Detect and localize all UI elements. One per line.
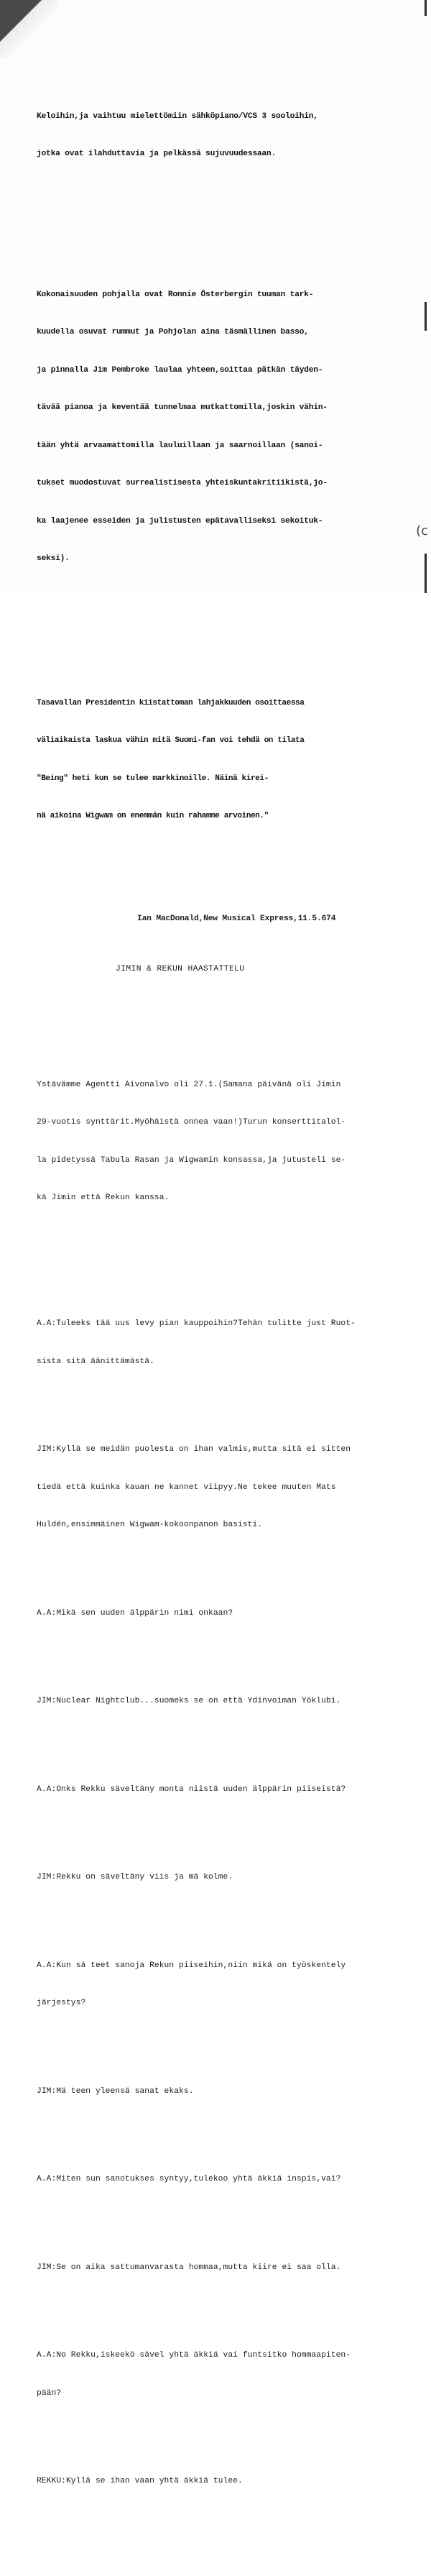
binding-mark-middle (425, 302, 427, 331)
dialogue-turn (37, 2061, 425, 2124)
dialogue-line: järjestys? (37, 1999, 86, 2007)
interview-dialogue (37, 1268, 425, 2539)
text-line: tään yhtä arvaamattomilla lauluillaan ja saarnoillaan (sanoi- (37, 441, 323, 450)
text-line: Kokonaisuuden pohjalla ovat Ronnie Österbergin tuuman tark- (37, 290, 314, 299)
dialogue-turn (37, 1293, 425, 1393)
dialogue-line: JIM:Nuclear Nightclub...suomeks se on että Ydinvoiman Yöklubi. (37, 1697, 341, 1705)
intro-paragraph (37, 86, 425, 186)
dialogue-turn (37, 1670, 425, 1733)
text-line: kä Jimin että Rekun kanssa. (37, 1193, 170, 1202)
text-line: jotka ovat ilahduttavia ja pelkässä sujuvuudessaan. (37, 150, 276, 158)
dialogue-line: A.A:Mikä sen uuden älppärin nimi onkaan? (37, 1608, 233, 1618)
dialogue-line: A.A:Tuleeks tää uus levy pian kauppoihin?Tehän tulitte just Ruot- (37, 1319, 356, 1328)
dialogue-line: pään? (37, 2388, 62, 2398)
interview-title: JIMIN & REKUN HAASTATTELU (116, 965, 245, 973)
dialogue-turn (37, 1582, 425, 1646)
text-line: nä aikoina Wigwam on enemmän kuin rahamme arvoinen." (37, 812, 269, 820)
binding-mark-top (425, 0, 427, 16)
dialogue-line: tiedä että kuinka kauan ne kannet viipyy.Ne tekee muuten Mats (37, 1482, 336, 1492)
dialogue-turn (37, 1846, 425, 1910)
dialogue-line: REKKU:Kyllä se ihan vaan yhtä äkkiä tulee. (37, 2477, 243, 2485)
text-line: ka laajenee esseiden ja julistusten epätavalliseksi sekoituk- (37, 516, 323, 526)
typewritten-text (37, 47, 425, 2576)
text-line: seksi). (37, 554, 70, 563)
interview-intro (37, 1054, 425, 1230)
folded-corner (0, 0, 42, 42)
dialogue-line: A.A:Onks Rekku säveltäny monta niistä uuden älppärin piiseistä? (37, 1784, 346, 1794)
text-line: ja pinnalla Jim Pembroke laulaa yhteen,soittaa pätkän täyden- (37, 365, 323, 375)
text-line: tukset muodostuvat surrealistisesta yhteiskuntakritiikistä,jo- (37, 479, 328, 487)
dialogue-turn (37, 2237, 425, 2300)
dialogue-line: JIM:Se on aika sattumanvarasta hommaa,mutta kiire ei saa olla. (37, 2263, 341, 2272)
text-line: väliaikaista laskua vähin mitä Suomi-fan voi tehdä on tilata (37, 736, 305, 745)
dialogue-line: A.A:Kun sä teet sanoja Rekun piiseihin,niin mikä on työskentely (37, 1961, 346, 1970)
review-signature: Ian MacDonald,New Musical Express,11.5.674 (137, 915, 336, 923)
binding-mark-bottom (425, 554, 427, 593)
dialogue-line: JIM:Mä teen yleensä sanat ekaks. (37, 2086, 194, 2096)
edge-scribble: (c (416, 523, 428, 538)
review-closing-paragraph (37, 672, 425, 848)
dialogue-line: JIM:Rekku on säveltäny viis ja mä kolme. (37, 1873, 233, 1881)
dialogue-turn (37, 2324, 425, 2425)
text-line: 29-vuotis synttärit.Myöhäistä onnea vaan!)Turun konserttitalol- (37, 1118, 346, 1127)
text-line: la pidetyssä Tabula Rasan ja Wigwamin konsassa,ja jutusteli se- (37, 1155, 346, 1165)
text-line: Tasavallan Presidentin kiistattoman lahjakkuuden osoittaessa (37, 698, 305, 707)
dialogue-turn (37, 1935, 425, 2035)
dialogue-turn (37, 2450, 425, 2513)
dialogue-turn (37, 2148, 425, 2211)
dialogue-line: A.A:No Rekku,iskeekö sävel yhtä äkkiä vai funtsitko hommaapiten- (37, 2351, 351, 2360)
text-line: kuudella osuvat rummut ja Pohjolan aina täsmällinen basso, (37, 328, 309, 336)
dialogue-line: sista sitä äänittämästä. (37, 1357, 154, 1366)
text-line: tävää pianoa ja keventää tunnelmaa mutkattomilla,joskin vähin- (37, 403, 328, 412)
dialogue-line: JIM:Kyllä se meidän puolesta on ihan valmis,mutta sitä ei sitten (37, 1445, 351, 1454)
text-line: "Being" heti kun se tulee markkinoille. Näinä kirei- (37, 774, 269, 783)
dialogue-turn (37, 1418, 425, 1557)
dialogue-line: Huldén,ensimmäinen Wigwam-kokoonpanon basisti. (37, 1521, 263, 1529)
text-line: Ystävämme Agentti Aivonalvo oli 27.1.(Samana päivänä oli Jimin (37, 1080, 341, 1089)
dialogue-turn (37, 1759, 425, 1822)
review-body-paragraph (37, 264, 425, 591)
dialogue-line: A.A:Miten sun sanotukses syntyy,tulekoo yhtä äkkiä inspis,vai? (37, 2175, 341, 2183)
text-line: Keloihin,ja vaihtuu mielettömiin sähköpiano/VCS 3 sooloihin, (37, 111, 318, 121)
